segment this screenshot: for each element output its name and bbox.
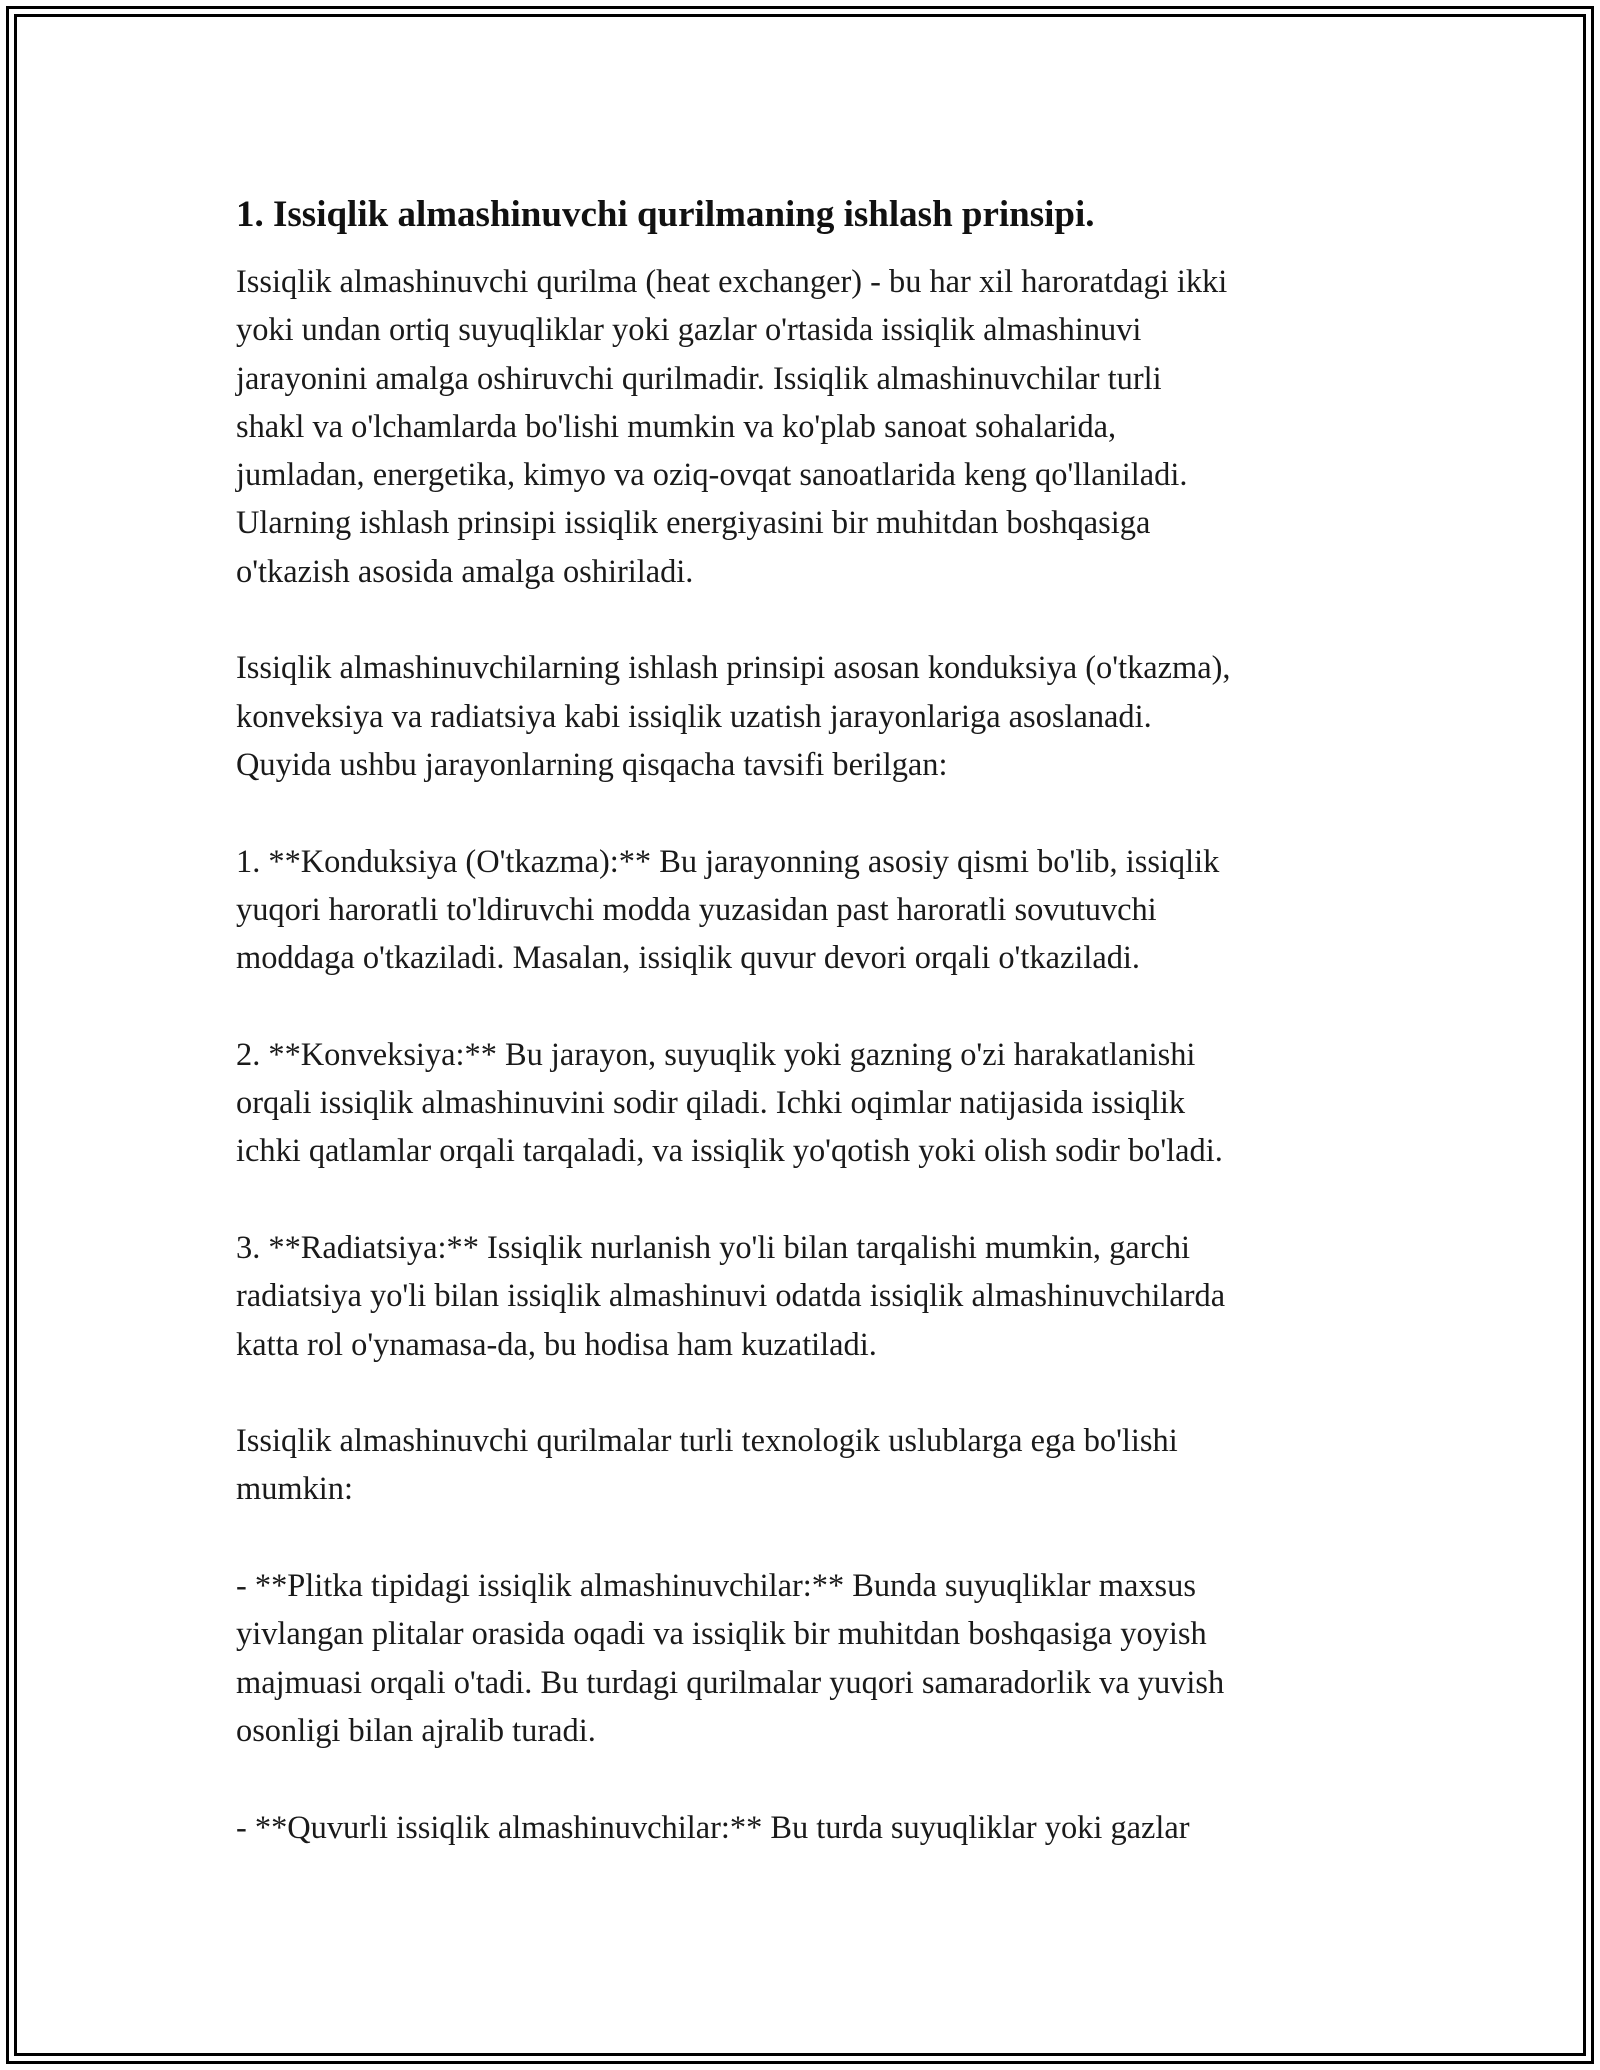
document-title: 1. Issiqlik almashinuvchi qurilmaning ishlash prinsipi.	[236, 194, 1095, 235]
paragraph-spacer	[236, 789, 1366, 837]
paragraph-spacer	[236, 1176, 1366, 1224]
paragraph-conduction: 1. **Konduksiya (O'tkazma):** Bu jarayonning asosiy qismi bo'lib, issiqlik yuqori haroratli to'ldiruvchi modda yuzasidan past haroratli sovutuvchi moddaga o'tkaziladi. Masalan, issiqlik quvur devori orqali o'tkaziladi.	[236, 843, 1220, 977]
paragraph-types-intro: Issiqlik almashinuvchi qurilmalar turli texnologik uslublarga ega bo'lishi mumkin:	[236, 1423, 1178, 1508]
paragraph-spacer	[236, 1369, 1366, 1417]
paragraph-plate-type: - **Plitka tipidagi issiqlik almashinuvchilar:** Bunda suyuqliklar maxsus yivlangan plitalar orasida oqadi va issiqlik bir muhitdan boshqasiga yoyish majmuasi orqali o'tadi. Bu turdagi qurilmalar yuqori samaradorlik va yuvish osonligi bilan ajralib turadi.	[236, 1568, 1225, 1749]
paragraph-spacer	[236, 596, 1366, 644]
paragraph-convection: 2. **Konveksiya:** Bu jarayon, suyuqlik yoki gazning o'zi harakatlanishi orqali issiqlik almashinuvini sodir qiladi. Ichki oqimlar natijasida issiqlik ichki qatlamlar orqali tarqaladi, va issiqlik yo'qotish yoki olish sodir bo'ladi.	[236, 1036, 1223, 1170]
paragraph-radiation: 3. **Radiatsiya:** Issiqlik nurlanish yo'li bilan tarqalishi mumkin, garchi radiatsiya yo'li bilan issiqlik almashinuvi odatda issiqlik almashinuvchilarda katta rol o'ynamasa-da, bu hodisa ham kuzatiladi.	[236, 1229, 1226, 1363]
document-body	[236, 190, 1366, 1852]
paragraph-tube-type: - **Quvurli issiqlik almashinuvchilar:** Bu turda suyuqliklar yoki gazlar	[236, 1809, 1190, 1846]
paragraph-principle: Issiqlik almashinuvchilarning ishlash prinsipi asosan konduksiya (o'tkazma), konveksiya va radiatsiya kabi issiqlik uzatish jarayonlariga asoslanadi. Quyida ushbu jarayonlarning qisqacha tavsifi berilgan:	[236, 650, 1231, 783]
paragraph-spacer	[236, 1755, 1366, 1803]
paragraph-intro: Issiqlik almashinuvchi qurilma (heat exchanger) - bu har xil haroratdagi ikki yoki undan ortiq suyuqliklar yoki gazlar o'rtasida issiqlik almashinuvi jarayonini amalga oshiruvchi qurilmadir. Issiqlik almashinuvchilar turli shakl va o'lchamlarda bo'lishi mumkin va ko'plab sanoat sohalarida, jumladan, energetika, kimyo va oziq-ovqat sanoatlarida keng qo'llaniladi. Ularning ishlash prinsipi issiqlik energiyasini bir muhitdan boshqasiga o'tkazish asosida amalga oshiriladi.	[236, 264, 1228, 590]
paragraph-spacer	[236, 1514, 1366, 1562]
paragraph-spacer	[236, 982, 1366, 1030]
